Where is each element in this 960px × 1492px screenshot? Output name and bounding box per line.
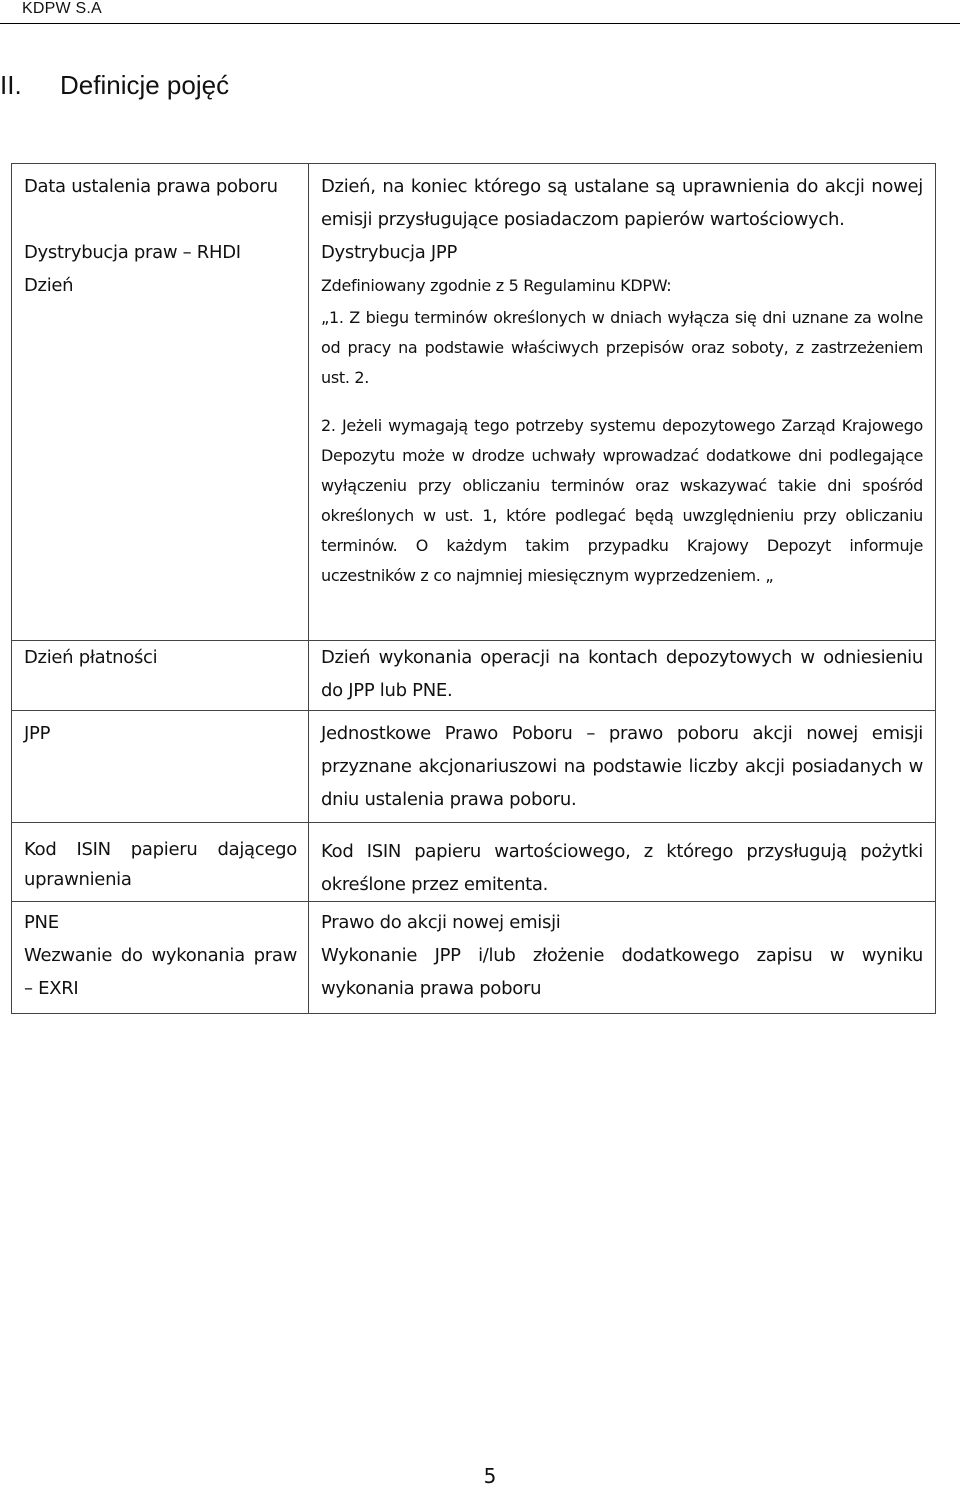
section-number: II. [0,70,22,100]
header-divider [0,23,960,24]
def-pne: Prawo do akcji nowej emisji [321,912,561,933]
def-jpp: Jednostkowe Prawo Poboru – prawo poboru akcji nowej emisji przyznane akcjonariuszowi na podstawie liczby akcji posiadanych w dniu ustalenia prawa poboru. [321,723,923,810]
section-title [0,70,229,101]
term-cell [12,711,309,823]
definition-cell [309,711,936,823]
term-dzien-platnosci: Dzień płatności [24,647,158,668]
term-data-ustalenia: Data ustalenia prawa poboru [24,176,278,197]
table-row [12,902,936,1014]
definition-cell [309,902,936,1014]
section-heading: Definicje pojęć [60,70,230,100]
def-dystrybucja: Dystrybucja JPP [321,242,458,263]
term-dystrybucja-praw: Dystrybucja praw – RHDI [24,242,241,263]
definition-cell [309,641,936,711]
term-cell [12,164,309,641]
term-cell [12,823,309,902]
definition-cell [309,823,936,902]
page-number: 5 [483,1464,497,1488]
def-dzien-intro: Zdefiniowany zgodnie z 5 Regulaminu KDPW: [321,276,672,295]
table-row [12,711,936,823]
term-cell [12,641,309,711]
def-dzien-item-2: 2. Jeżeli wymagają tego potrzeby systemu depozytowego Zarząd Krajowego Depozytu może w drodze uchwały wprowadzać dodatkowe dni podlegające wyłączeniu przy obliczaniu terminów oraz wskazywać takie dni spośród określonych w ust. 1, które podlegać będą uwzględnieniu przy obliczaniu terminów. O każdym takim przypadku Krajowy Depozyt informuje uczestników z co najmniej miesięcznym wyprzedzeniem. „ [321,416,923,585]
term-dzien: Dzień [24,275,74,296]
term-cell [12,902,309,1014]
term-wezwanie: Wezwanie do wykonania praw – EXRI [24,945,297,999]
def-kod-isin: Kod ISIN papieru wartościowego, z którego przysługują pożytki określone przez emitenta. [321,841,923,895]
def-dzien-item-1: „1. Z biegu terminów określonych w dniach wyłącza się dni uznane za wolne od pracy na podstawie właściwych przepisów oraz soboty, z zastrzeżeniem ust. 2. [321,308,923,387]
def-data-ustalenia: Dzień, na koniec którego są ustalane są uprawnienia do akcji nowej emisji przysługujące posiadaczom papierów wartościowych. [321,176,923,230]
definitions-table [11,163,936,1014]
definition-cell [309,164,936,641]
term-kod-isin: Kod ISIN papieru dającego uprawnienia [24,839,297,890]
term-jpp: JPP [24,723,51,744]
table-row [12,823,936,902]
table-row [12,164,936,641]
term-pne: PNE [24,912,59,933]
def-wezwanie: Wykonanie JPP i/lub złożenie dodatkowego zapisu w wyniku wykonania prawa poboru [321,945,923,999]
def-dzien-platnosci: Dzień wykonania operacji na kontach depozytowych w odniesieniu do JPP lub PNE. [321,647,923,701]
table-row [12,641,936,711]
header-company: KDPW S.A [22,0,102,17]
